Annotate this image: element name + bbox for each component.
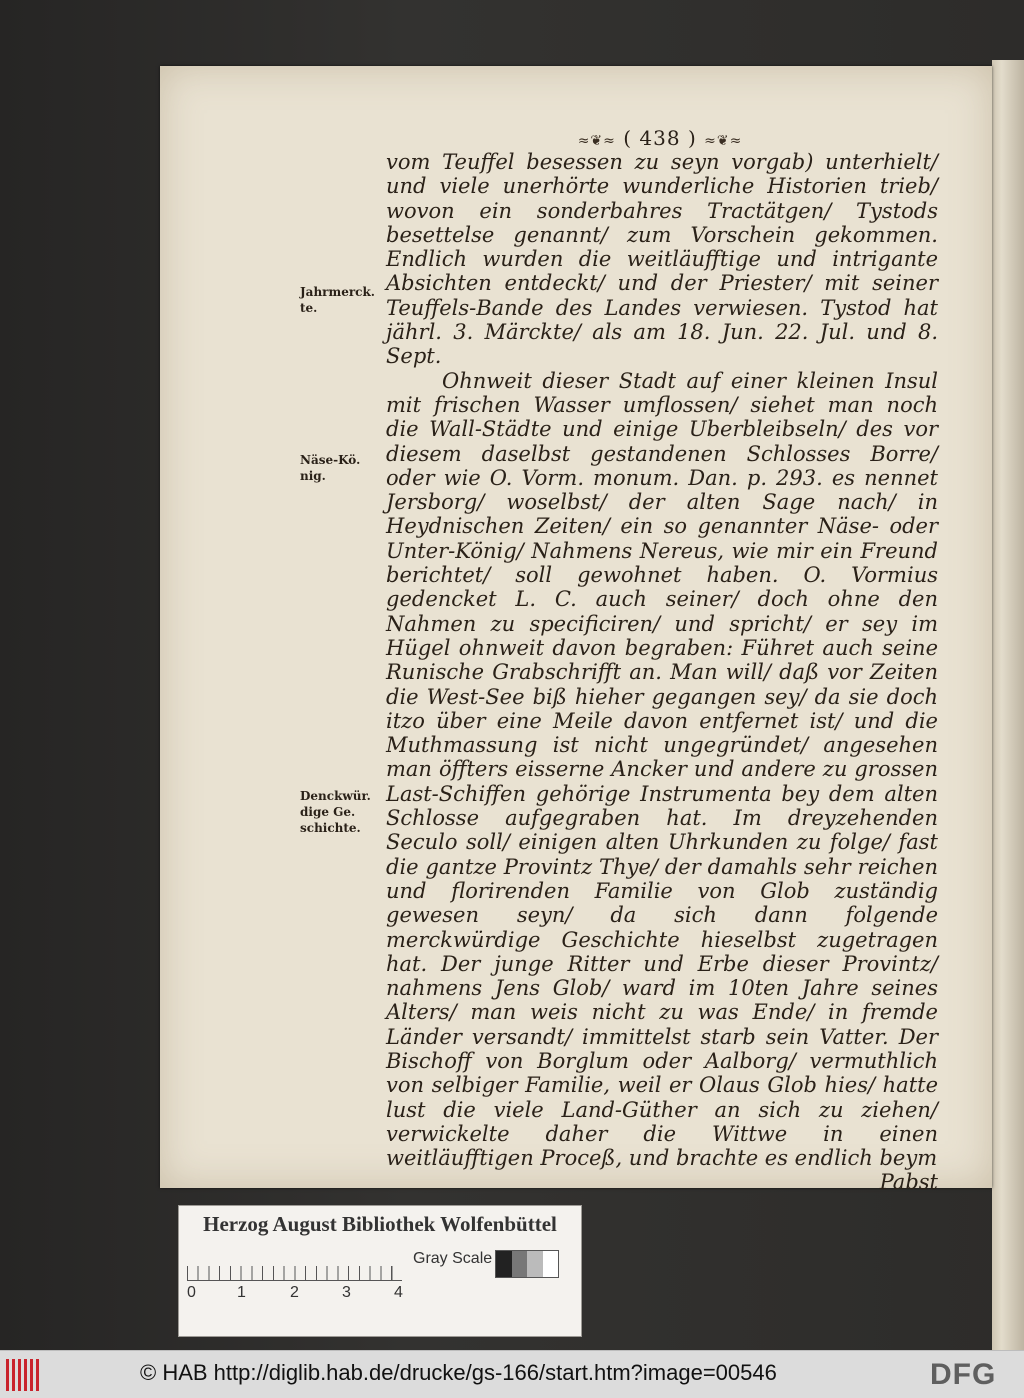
page-number: ( 438 ) (623, 126, 697, 150)
header-ornament-left-icon: ≈❦≈ (577, 133, 616, 149)
gray-scale-bar (495, 1250, 559, 1278)
gray-scale-label: Gray Scale (413, 1250, 493, 1267)
viewer-footer (0, 1350, 1024, 1398)
ruler-number: 2 (290, 1284, 299, 1301)
page-header (560, 126, 760, 150)
scale-ruler (187, 1250, 402, 1281)
facing-page-edge (992, 60, 1024, 1360)
header-ornament-right-icon: ≈❦≈ (704, 133, 743, 149)
ruler-number: 1 (237, 1284, 246, 1301)
ruler-number: 4 (394, 1284, 403, 1301)
color-target-card (178, 1205, 582, 1337)
copyright-link[interactable]: © HAB http://diglib.hab.de/drucke/gs-166/start.htm?image=00546 (140, 1360, 777, 1385)
margin-note-denckwuerdige: Denckwür. dige Ge. schichte. (300, 789, 371, 835)
gray-patch (527, 1251, 543, 1277)
margin-note-naese-koenig: Näse-Kö. nig. (300, 453, 361, 483)
hab-logo-icon (6, 1359, 44, 1391)
gray-patch (543, 1251, 559, 1277)
gray-patch (512, 1251, 528, 1277)
margin-note-jahrmerckte: Jahrmerck. te. (300, 285, 375, 315)
ruler-number: 3 (342, 1284, 351, 1301)
paragraph-1: vom Teuffel besessen zu seyn vorgab) unterhielt/ und viele unerhörte wunderliche Historien trieb/ wovon ein sonderbahres Tractätgen/ Tystods besettelse genannt/ zum Vorschein gekommen. Endlich wurden die weitläufftige und intrigante Absichten entdeckt/ und der Priester/ mit seiner Teuffels-Bande des Landes verwiesen. Tystod hat jährl. 3. Märckte/ als am 18. Jun. 22. Jul. und 8. Sept. (386, 150, 938, 369)
paragraph-2: Ohnweit dieser Stadt auf einer kleinen Insul mit frischen Wasser umflossen/ siehet man noch die Wall-Städte und einige Uberbleibseln/ des vor diesem daselbst gestandenen Schlosses Borre/ oder wie O. Vorm. monum. Dan. p. 293. es nennet Jersborg/ woselbst/ der alten Sage nach/ in Heydnischen Zeiten/ ein so genannter Näse- oder Unter-König/ Nahmens Nereus, wie mir ein Freund berichtet/ soll gewohnet haben. O. Vormius gedencket L. C. auch seiner/ doch ohne den Nahmen zu specificiren/ und spricht/ er sey im Hügel ohnweit davon begraben: Führet auch seine Runische Grabschrifft an. Man will/ daß vor Zeiten die West-See biß hieher gegangen sey/ da sie doch itzo über eine Meile davon entfernet ist/ und die Muthmassung ist nicht ungegründet/ angesehen man öffters eisserne Ancker und andere zu grossen Last-Schiffen gehörige Instrumenta bey dem alten Schlosse aufgegraben hat. Im dreyzehenden Seculo soll/ einigen alten Uhrkunden zu folge/ fast die gantze Provintz Thye/ der damahls sehr reichen und florirenden Familie von Glob zuständig gewesen seyn/ da sich dann folgende merckwürdige Geschichte hieselbst zugetragen hat. Der junge Ritter und Erbe dieser Provintz/ nahmens Jens Glob/ ward im 10ten Jahre seines Alters/ man weis nicht zu was Ende/ in fremde Länder versandt/ immittelst starb sein Vatter. Der Bischoff von Borglum oder Aalborg/ vermuthlich von selbiger Familie, weil er Olaus Glob hies/ hatte lust die viele Land-Güther an sich zu ziehen/ verwickelte daher die Wittwe in einen weitläufftigen Proceß, und brachte es endlich beym (386, 368, 938, 1171)
catchword: Pabst (879, 1170, 938, 1195)
body-text (386, 150, 938, 1195)
library-name: Herzog August Bibliothek Wolfenbüttel (203, 1212, 557, 1236)
ruler-number: 0 (187, 1284, 196, 1301)
dfg-logo: DFG (930, 1358, 997, 1391)
gray-patch (496, 1251, 512, 1277)
